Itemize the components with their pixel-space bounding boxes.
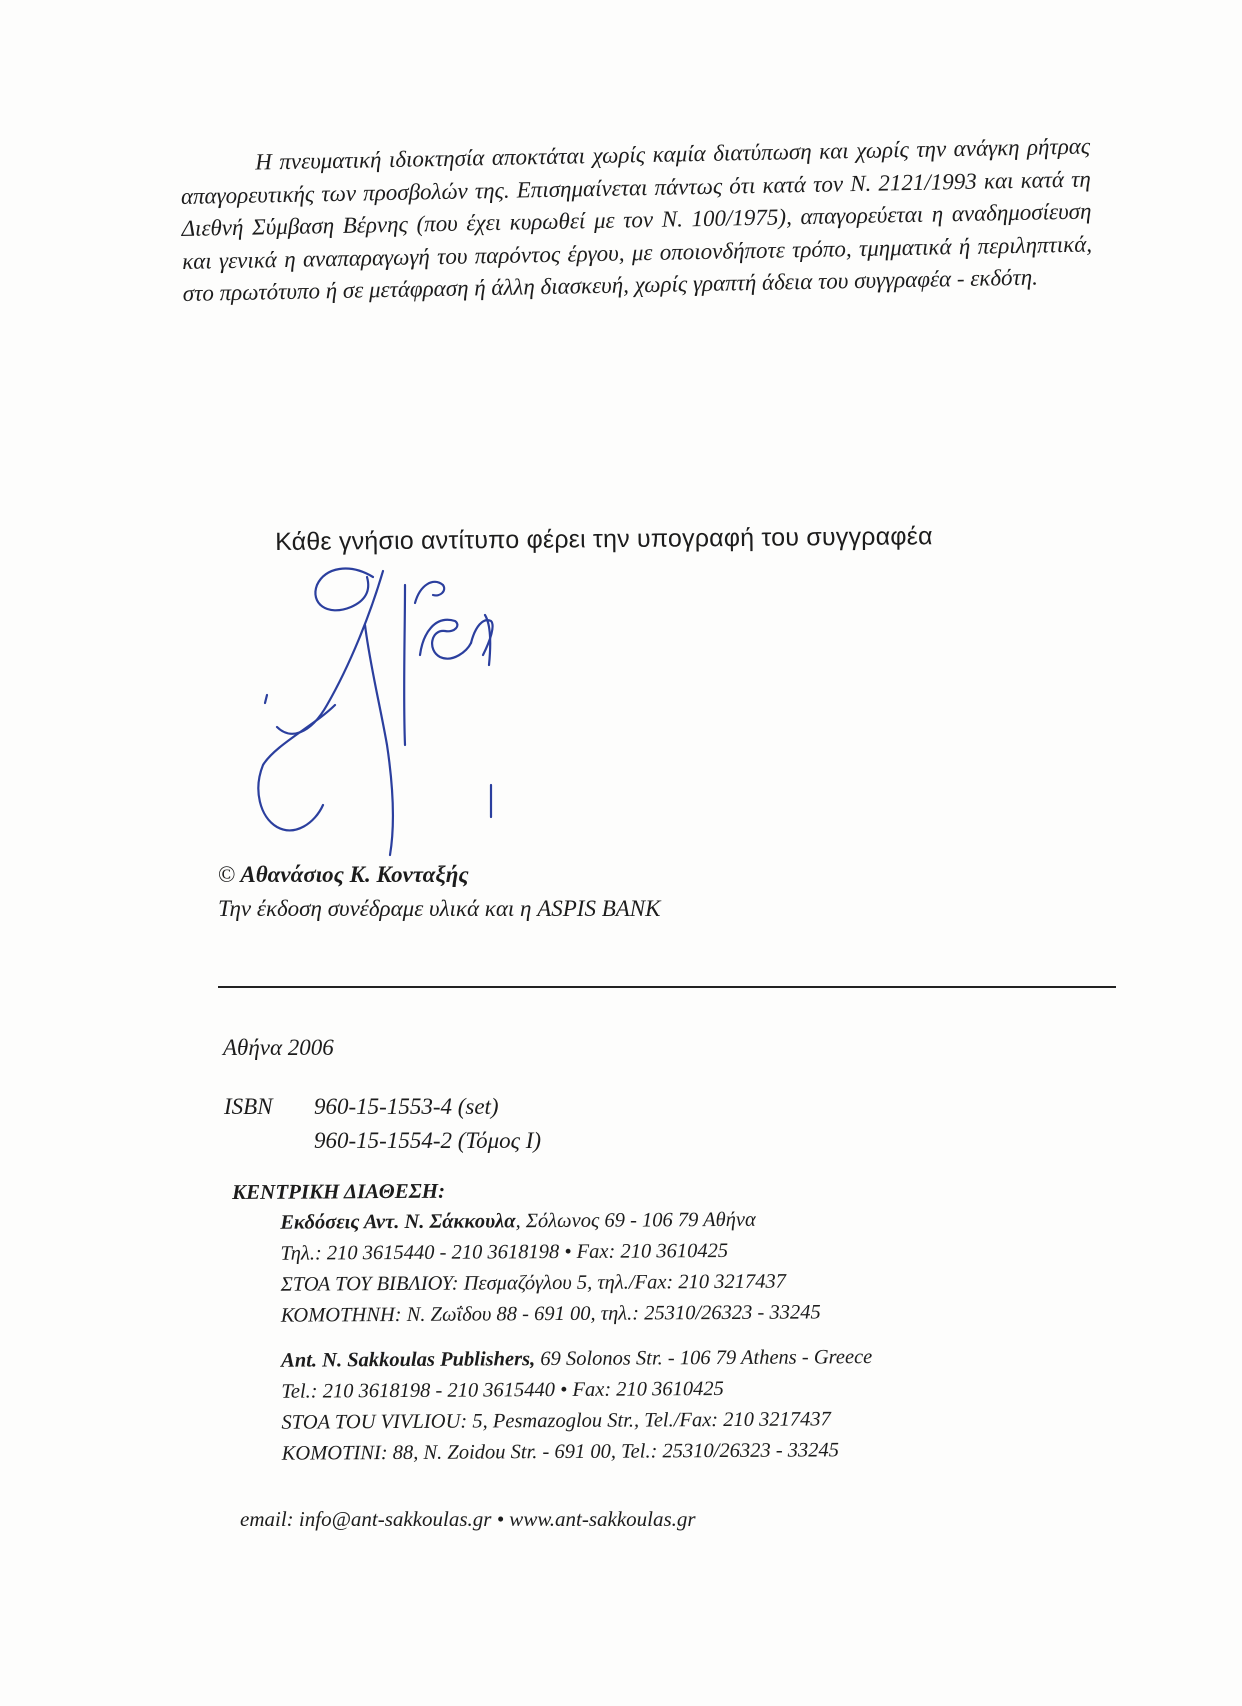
distribution-heading: ΚΕΝΤΡΙΚΗ ΔΙΑΘΕΣΗ: xyxy=(232,1178,446,1204)
greek-publisher-name: Εκδόσεις Αντ. Ν. Σάκκουλα xyxy=(280,1210,516,1234)
english-publisher-line xyxy=(281,1340,1133,1376)
english-phones: Tel.: 210 3618198 - 210 3615440 • Fax: 210 3610425 xyxy=(281,1377,724,1403)
distribution-greek xyxy=(232,1203,1133,1332)
city-year: Αθήνα 2006 xyxy=(223,1035,334,1060)
greek-publisher-address: , Σόλωνος 69 - 106 79 Αθήνα xyxy=(515,1208,756,1233)
contact-line: email: info@ant-sakkoulas.gr • www.ant-sakkoulas.gr xyxy=(240,1507,696,1531)
genuine-copy-note: Κάθε γνήσιο αντίτυπο φέρει την υπογραφή του συγγραφέα xyxy=(275,522,933,556)
distribution-block xyxy=(232,1172,1134,1470)
english-komotini: KOMOTINI: 88, N. Zoidou Str. - 691 00, Tel.: 25310/26323 - 33245 xyxy=(281,1439,840,1465)
greek-phones: Τηλ.: 210 3615440 - 210 3618198 • Fax: 210 3610425 xyxy=(280,1239,729,1265)
copyright-notice xyxy=(180,131,1093,311)
divider xyxy=(218,986,1116,988)
author-copyright-line xyxy=(218,858,661,892)
english-stoa: STOA TOU VIVLIOU: 5, Pesmazoglou Str., Tel./Fax: 210 3217437 xyxy=(281,1408,831,1434)
isbn-set: 960-15-1553-4 (set) xyxy=(314,1094,499,1119)
distribution-english xyxy=(233,1340,1134,1469)
isbn-volume: 960-15-1554-2 (Τόμος Ι) xyxy=(314,1128,542,1153)
copyright-notice-text: Η πνευματική ιδιοκτησία αποκτάται χωρίς καμία διατύπωση και χωρίς την ανάγκη ρήτρας απαγορευτικής των προσβολών της. Επισημαίνεται πάντως ότι κατά τον Ν. 2121/1993 και κατά τη Διεθνή Σύμβαση Βέρνης (που έχει κυρωθεί με τον Ν. 100/1975), απαγορεύεται η αναδημοσίευση και γενικά η αναπαραγωγή του παρόντος έργου, με οποιονδήποτε τρόπο, τμηματικά ή περιληπτικά, στο πρωτότυπο ή σε μετάφραση ή άλλη διασκευή, χωρίς γραπτή άδεια του συγγραφέα - εκδότη. xyxy=(180,133,1093,306)
isbn-label: ISBN xyxy=(224,1094,273,1119)
author-signature xyxy=(255,555,555,895)
sponsor-line: Την έκδοση συνέδραμε υλικά και η ASPIS BANK xyxy=(218,896,661,921)
author-block xyxy=(218,858,661,926)
isbn-block xyxy=(224,1090,541,1158)
greek-stoa: ΣΤΟΑ ΤΟΥ ΒΙΒΛΙΟΥ: Πεσμαζόγλου 5, τηλ./Fax: 210 3217437 xyxy=(280,1270,787,1296)
author-name: Αθανάσιος Κ. Κονταξής xyxy=(240,862,469,887)
isbn-line-1 xyxy=(224,1090,541,1124)
english-publisher-name: Ant. N. Sakkoulas Publishers, xyxy=(281,1348,536,1372)
copyright-symbol: © xyxy=(218,862,236,887)
greek-publisher-line xyxy=(280,1203,1132,1239)
greek-komotini: ΚΟΜΟΤΗΝΗ: Ν. Ζωΐδου 88 - 691 00, τηλ.: 25310/26323 - 33245 xyxy=(280,1301,821,1327)
english-publisher-address: 69 Solonos Str. - 106 79 Athens - Greece xyxy=(535,1346,873,1371)
